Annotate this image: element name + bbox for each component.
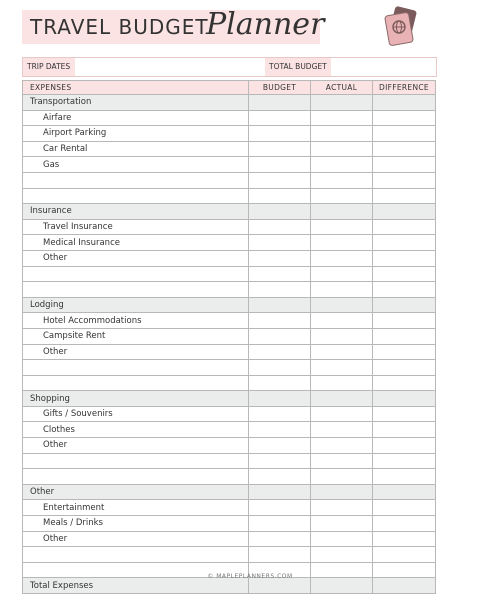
table-row: [23, 438, 436, 454]
actual-cell[interactable]: [311, 453, 373, 469]
table-row: [23, 375, 436, 391]
actual-cell[interactable]: [311, 500, 373, 516]
actual-cell[interactable]: [311, 282, 373, 298]
budget-cell[interactable]: [249, 375, 311, 391]
table-row: [23, 531, 436, 547]
actual-cell[interactable]: [311, 172, 373, 188]
difference-cell[interactable]: [373, 360, 436, 376]
col-header-difference: DIFFERENCE: [373, 81, 436, 95]
expense-label: Airfare: [23, 110, 249, 126]
table-row: [23, 126, 436, 142]
table-row: [23, 453, 436, 469]
actual-cell[interactable]: [311, 204, 373, 220]
expense-label: Gas: [23, 157, 249, 173]
difference-cell[interactable]: [373, 172, 436, 188]
difference-cell[interactable]: [373, 219, 436, 235]
budget-cell[interactable]: [249, 453, 311, 469]
budget-cell[interactable]: [249, 578, 311, 594]
budget-cell[interactable]: [249, 344, 311, 360]
budget-cell[interactable]: [249, 406, 311, 422]
table-row: [23, 328, 436, 344]
category-row: [23, 95, 436, 111]
table-row: [23, 313, 436, 329]
table-row: [23, 406, 436, 422]
difference-cell[interactable]: [373, 204, 436, 220]
table-header-row: [23, 81, 436, 95]
budget-cell[interactable]: [249, 500, 311, 516]
budget-cell[interactable]: [249, 469, 311, 485]
expense-label: [23, 547, 249, 563]
expense-label: Other: [23, 484, 249, 500]
difference-cell[interactable]: [373, 266, 436, 282]
actual-cell[interactable]: [311, 297, 373, 313]
actual-cell[interactable]: [311, 266, 373, 282]
table-row: [23, 422, 436, 438]
budget-cell[interactable]: [249, 391, 311, 407]
actual-cell[interactable]: [311, 235, 373, 251]
budget-cell[interactable]: [249, 484, 311, 500]
difference-cell[interactable]: [373, 95, 436, 111]
expense-label: Hotel Accommodations: [23, 313, 249, 329]
expense-label: Airport Parking: [23, 126, 249, 142]
actual-cell[interactable]: [311, 219, 373, 235]
difference-cell[interactable]: [373, 547, 436, 563]
title-main: TRAVEL BUDGET: [30, 15, 209, 39]
budget-cell[interactable]: [249, 313, 311, 329]
total-budget-field[interactable]: [331, 58, 436, 76]
difference-cell[interactable]: [373, 141, 436, 157]
title-banner: [22, 7, 325, 44]
table-row: [23, 282, 436, 298]
actual-cell[interactable]: [311, 516, 373, 532]
difference-cell[interactable]: [373, 126, 436, 142]
budget-cell[interactable]: [249, 95, 311, 111]
table-row: [23, 516, 436, 532]
expense-label: Other: [23, 438, 249, 454]
difference-cell[interactable]: [373, 344, 436, 360]
budget-cell[interactable]: [249, 250, 311, 266]
actual-cell[interactable]: [311, 547, 373, 563]
col-header-expenses: EXPENSES: [23, 81, 249, 95]
difference-cell[interactable]: [373, 500, 436, 516]
budget-cell[interactable]: [249, 438, 311, 454]
actual-cell[interactable]: [311, 438, 373, 454]
expense-label: [23, 453, 249, 469]
table-row: [23, 360, 436, 376]
table-row: [23, 235, 436, 251]
table-row: [23, 500, 436, 516]
actual-cell[interactable]: [311, 157, 373, 173]
difference-cell[interactable]: [373, 235, 436, 251]
expense-label: Other: [23, 250, 249, 266]
expense-label: Transportation: [23, 95, 249, 111]
budget-cell[interactable]: [249, 422, 311, 438]
expense-label: Insurance: [23, 204, 249, 220]
expense-label: [23, 172, 249, 188]
difference-cell[interactable]: [373, 282, 436, 298]
trip-dates-label: TRIP DATES: [23, 58, 75, 76]
expense-label: Gifts / Souvenirs: [23, 406, 249, 422]
expense-label: Entertainment: [23, 500, 249, 516]
expense-label: [23, 188, 249, 204]
actual-cell[interactable]: [311, 578, 373, 594]
difference-cell[interactable]: [373, 188, 436, 204]
expense-label: Meals / Drinks: [23, 516, 249, 532]
budget-cell[interactable]: [249, 126, 311, 142]
actual-cell[interactable]: [311, 126, 373, 142]
difference-cell[interactable]: [373, 250, 436, 266]
total-row: [23, 578, 436, 594]
table-row: [23, 250, 436, 266]
difference-cell[interactable]: [373, 110, 436, 126]
difference-cell[interactable]: [373, 297, 436, 313]
budget-cell[interactable]: [249, 328, 311, 344]
budget-cell[interactable]: [249, 516, 311, 532]
budget-cell[interactable]: [249, 531, 311, 547]
trip-dates-field[interactable]: [75, 58, 265, 76]
category-row: [23, 204, 436, 220]
budget-cell[interactable]: [249, 547, 311, 563]
budget-cell[interactable]: [249, 204, 311, 220]
budget-cell[interactable]: [249, 266, 311, 282]
difference-cell[interactable]: [373, 453, 436, 469]
difference-cell[interactable]: [373, 578, 436, 594]
expense-label: Clothes: [23, 422, 249, 438]
expense-label: [23, 266, 249, 282]
budget-cell[interactable]: [249, 219, 311, 235]
actual-cell[interactable]: [311, 375, 373, 391]
difference-cell[interactable]: [373, 516, 436, 532]
difference-cell[interactable]: [373, 531, 436, 547]
actual-cell[interactable]: [311, 188, 373, 204]
title-script: Planner: [206, 7, 325, 42]
actual-cell[interactable]: [311, 328, 373, 344]
difference-cell[interactable]: [373, 469, 436, 485]
budget-cell[interactable]: [249, 172, 311, 188]
actual-cell[interactable]: [311, 141, 373, 157]
table-row: [23, 219, 436, 235]
expense-label: Total Expenses: [23, 578, 249, 594]
trip-info-bar: [22, 57, 437, 77]
difference-cell[interactable]: [373, 406, 436, 422]
table-row: [23, 110, 436, 126]
expense-label: [23, 375, 249, 391]
category-row: [23, 297, 436, 313]
actual-cell[interactable]: [311, 422, 373, 438]
difference-cell[interactable]: [373, 157, 436, 173]
actual-cell[interactable]: [311, 469, 373, 485]
difference-cell[interactable]: [373, 313, 436, 329]
actual-cell[interactable]: [311, 110, 373, 126]
budget-cell[interactable]: [249, 282, 311, 298]
actual-cell[interactable]: [311, 313, 373, 329]
total-budget-label: TOTAL BUDGET: [265, 58, 331, 76]
expense-label: Shopping: [23, 391, 249, 407]
budget-cell[interactable]: [249, 235, 311, 251]
table-row: [23, 547, 436, 563]
table-row: [23, 157, 436, 173]
category-row: [23, 484, 436, 500]
difference-cell[interactable]: [373, 375, 436, 391]
difference-cell[interactable]: [373, 422, 436, 438]
expense-label: [23, 282, 249, 298]
budget-cell[interactable]: [249, 157, 311, 173]
expense-label: Lodging: [23, 297, 249, 313]
actual-cell[interactable]: [311, 250, 373, 266]
actual-cell[interactable]: [311, 531, 373, 547]
actual-cell[interactable]: [311, 360, 373, 376]
expense-label: [23, 360, 249, 376]
difference-cell[interactable]: [373, 438, 436, 454]
expense-label: Medical Insurance: [23, 235, 249, 251]
category-row: [23, 391, 436, 407]
expense-label: Campsite Rent: [23, 328, 249, 344]
table-row: [23, 172, 436, 188]
footer-credit: © MAPLEPLANNERS.COM: [207, 573, 293, 580]
actual-cell[interactable]: [311, 406, 373, 422]
difference-cell[interactable]: [373, 391, 436, 407]
table-row: [23, 469, 436, 485]
table-row: [23, 141, 436, 157]
actual-cell[interactable]: [311, 344, 373, 360]
table-row: [23, 188, 436, 204]
budget-table: [22, 80, 436, 594]
budget-cell[interactable]: [249, 360, 311, 376]
budget-cell[interactable]: [249, 188, 311, 204]
expense-label: Other: [23, 531, 249, 547]
budget-cell[interactable]: [249, 110, 311, 126]
difference-cell[interactable]: [373, 484, 436, 500]
passport-icon: [382, 6, 422, 46]
table-row: [23, 266, 436, 282]
actual-cell[interactable]: [311, 95, 373, 111]
table-row: [23, 344, 436, 360]
expense-label: Car Rental: [23, 141, 249, 157]
col-header-budget: BUDGET: [249, 81, 311, 95]
actual-cell[interactable]: [311, 484, 373, 500]
difference-cell[interactable]: [373, 328, 436, 344]
expense-label: Other: [23, 344, 249, 360]
expense-label: [23, 469, 249, 485]
budget-cell[interactable]: [249, 141, 311, 157]
actual-cell[interactable]: [311, 391, 373, 407]
budget-cell[interactable]: [249, 297, 311, 313]
col-header-actual: ACTUAL: [311, 81, 373, 95]
expense-label: Travel Insurance: [23, 219, 249, 235]
